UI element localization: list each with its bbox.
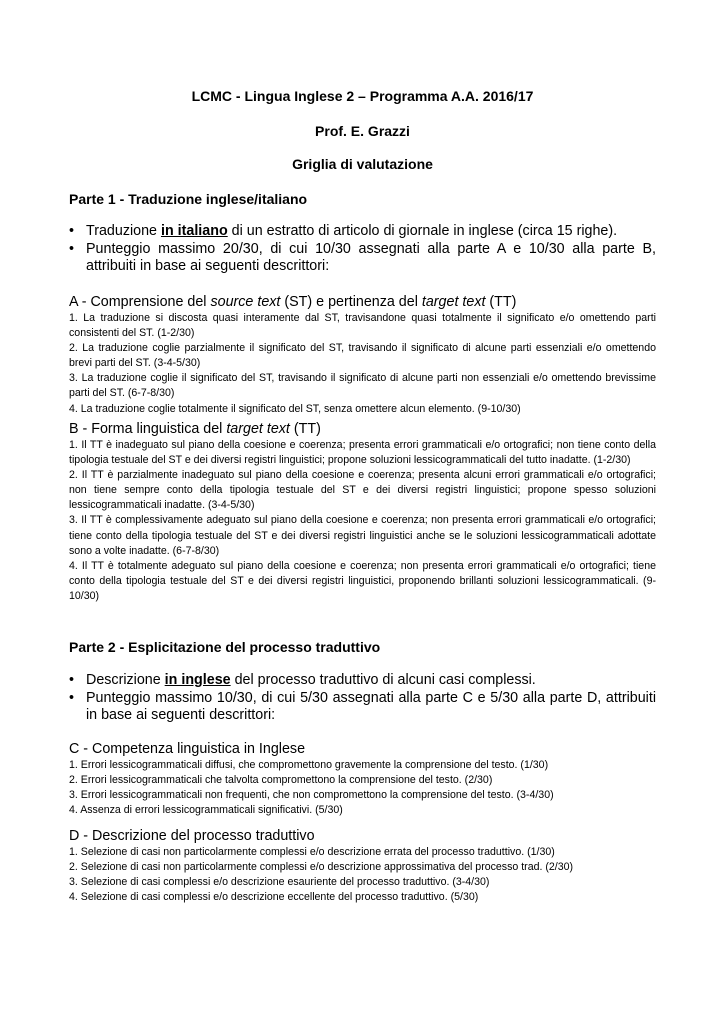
document-subtitle: Griglia di valutazione [292, 156, 433, 172]
text: (TT) [289, 421, 321, 437]
text: del processo traduttivo di alcuni casi complessi. [230, 672, 536, 688]
text: B - Forma linguistica del [69, 421, 227, 437]
section-a-list [69, 311, 656, 417]
text: target text [226, 421, 290, 437]
section-c-list [69, 758, 656, 818]
part1-bullets [69, 223, 656, 276]
list-item: 2. La traduzione coglie parzialmente il significato del ST, travisando il significato di alcune parti essenziali e/o omettendo brevi parti del ST. (3-4-5/30) [69, 342, 656, 370]
list-item: 4. La traduzione coglie totalmente il significato del ST, senza omettere alcun elemento. (9-10/30) [69, 402, 521, 415]
emphasis: in italiano [160, 223, 228, 239]
document-title: LCMC - Lingua Inglese 2 – Programma A.A. 2016/17 [191, 88, 534, 104]
text: (ST) e pertinenza del [280, 294, 422, 310]
list-item: 4. Selezione di casi complessi e/o descrizione eccellente del processo traduttivo. (5/30) [69, 891, 479, 904]
part2-bullet-description [69, 672, 656, 690]
list-item: 1. Il TT è inadeguato sul piano della coesione e coerenza; presenta errori grammaticali e/o ortografici; non tiene conto della tipologia testuale del ST e dei diversi registri linguistici; propone soluzioni lessicogrammaticali del tutto inadatte. (1-2/30) [69, 439, 656, 467]
list-item: 4. Il TT è totalmente adeguato sul piano della coesione e coerenza; non presenta errori grammaticali e/o ortografici; tiene conto della tipologia testuale del ST e dei diversi registri linguistici, proponendo brillanti soluzioni lessicogrammaticali. (9-10/30) [69, 559, 656, 602]
list-item: 2. Errori lessicogrammaticali che talvolta compromettono la comprensione del testo. (2/30) [69, 774, 493, 787]
section-d-list [69, 845, 656, 905]
section-d-title: D - Descrizione del processo traduttivo [69, 828, 315, 844]
part1-bullet-translation [69, 223, 656, 241]
text: di un estratto di articolo di giornale in inglese (circa 15 righe). [227, 223, 618, 239]
part2-heading: Parte 2 - Esplicitazione del processo traduttivo [69, 639, 381, 655]
section-b-list [69, 438, 656, 604]
text: Descrizione [86, 672, 165, 688]
list-item: 3. Errori lessicogrammaticali non frequenti, che non compromettono la comprensione del testo. (3-4/30) [69, 789, 554, 802]
list-item: 3. La traduzione coglie il significato del ST, travisando il significato di alcune parti non essenziali e/o omettendo brevissime parti del ST. (6-7-8/30) [69, 372, 656, 400]
part1-bullet-score: • Punteggio massimo 20/30, di cui 10/30 assegnati alla parte A e 10/30 alla parte B, attribuiti in base ai seguenti descrittori: [69, 241, 656, 276]
section-b-title [69, 420, 321, 438]
text: (TT) [485, 294, 517, 310]
professor-name: Prof. E. Grazzi [315, 123, 410, 139]
part1-heading: Parte 1 - Traduzione inglese/italiano [69, 191, 308, 207]
part2-bullets [69, 672, 656, 725]
text: target text [421, 294, 486, 310]
list-item: 1. La traduzione si discosta quasi interamente dal ST, travisandone quasi totalmente il significato e/o omettendo parti consistenti del ST. (1-2/30) [69, 312, 656, 340]
list-item: 2. Selezione di casi non particolarmente complessi e/o descrizione approssimativa del processo trad. (2/30) [69, 861, 574, 874]
text: source text [210, 294, 281, 310]
text: Traduzione [86, 223, 161, 239]
list-item: 3. Selezione di casi complessi e/o descrizione esauriente del processo traduttivo. (3-4/30) [69, 876, 490, 889]
text: A - Comprensione del [69, 294, 211, 310]
emphasis: in inglese [164, 672, 231, 688]
section-a-title [69, 293, 516, 311]
part2-bullet-score: • Punteggio massimo 10/30, di cui 5/30 assegnati alla parte C e 5/30 alla parte D, attribuiti in base ai seguenti descrittori: [69, 690, 656, 725]
list-item: 4. Assenza di errori lessicogrammaticali significativi. (5/30) [69, 804, 343, 817]
list-item: 3. Il TT è complessivamente adeguato sul piano della coesione e coerenza; non presenta errori grammaticali e/o ortografici; tiene conto della tipologia testuale del ST e dei diversi registri linguistici anche se le soluzioni lessicogrammaticali adottate sono a volte inadatte. (6-7-8/30) [69, 514, 656, 557]
section-c-title: C - Competenza linguistica in Inglese [69, 741, 306, 757]
list-item: 1. Selezione di casi non particolarmente complessi e/o descrizione errata del processo traduttivo. (1/30) [69, 846, 555, 858]
list-item: 2. Il TT è parzialmente inadeguato sul piano della coesione e coerenza; presenta alcuni errori grammaticali e/o ortografici; non tiene sempre conto della tipologia testuale del ST e dei diversi registri linguistici; propone spesso soluzioni lessicogrammaticali inadatte. (3-4-5/30) [69, 469, 656, 512]
list-item: 1. Errori lessicogrammaticali diffusi, che compromettono gravemente la comprensione del testo. (1/30) [69, 759, 549, 771]
